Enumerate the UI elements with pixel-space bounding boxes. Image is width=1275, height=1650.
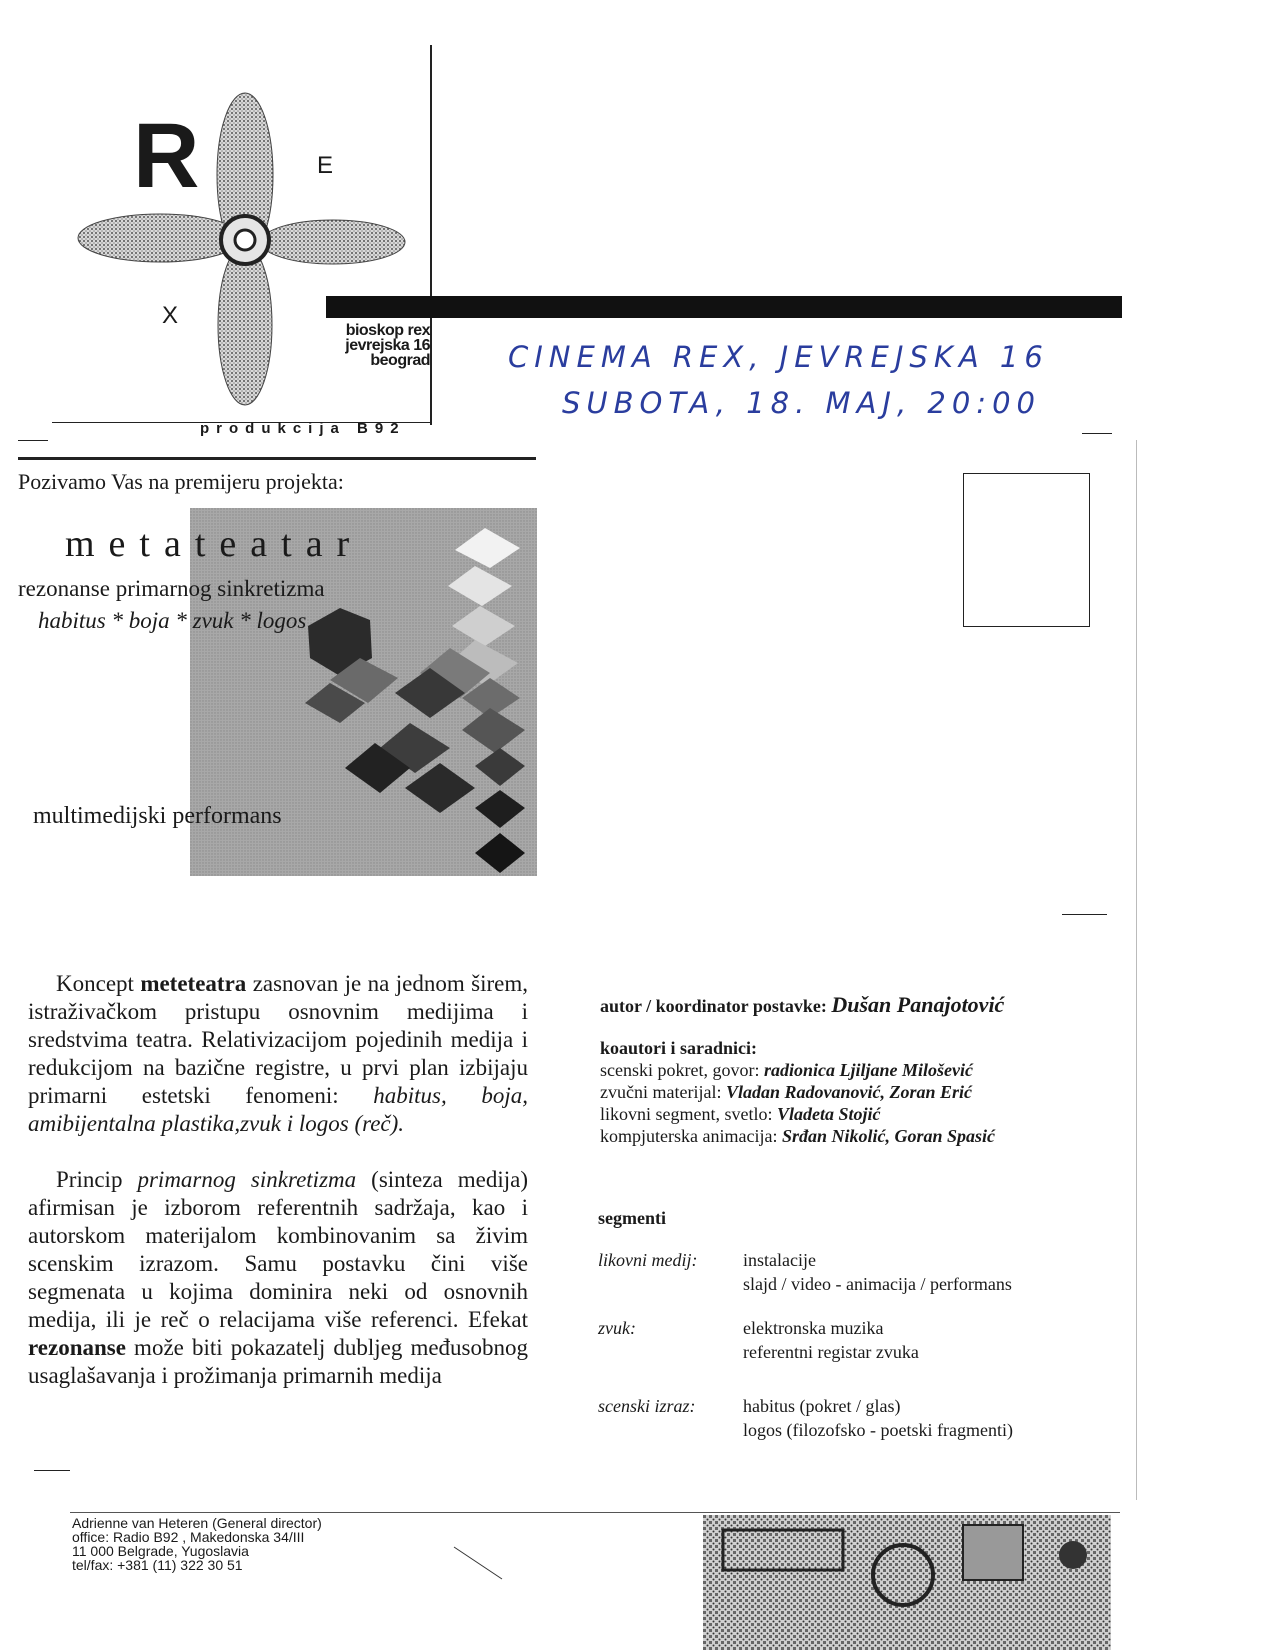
segment-row <box>598 1394 1118 1442</box>
margin-dash <box>34 1470 70 1471</box>
production-credit: produkcija B92 <box>200 420 406 437</box>
logo-letter-x: X <box>162 302 179 329</box>
coauthors-label: koautori i saradnici: <box>600 1038 758 1058</box>
credit-row <box>600 1125 1120 1147</box>
footer-line: Adrienne van Heteren (General director) <box>72 1515 322 1531</box>
credit-role: scenski pokret, govor: <box>600 1060 760 1080</box>
segment-value: referentni registar zvuka <box>743 1342 919 1362</box>
stamp-box <box>963 473 1090 627</box>
text-run: Princip <box>56 1167 138 1192</box>
invite-top-rule <box>18 457 536 460</box>
header-thick-bar <box>326 296 1122 318</box>
project-elements: habitus * boja * zvuk * logos <box>38 608 307 633</box>
credit-role: kompjuterska animacija: <box>600 1126 778 1146</box>
paragraph-principle <box>28 1166 528 1390</box>
margin-dash <box>1062 914 1107 915</box>
segment-values <box>743 1316 919 1364</box>
author-line <box>600 994 1120 1017</box>
footer-contact <box>72 1516 372 1572</box>
venue-address <box>300 323 430 368</box>
credit-row <box>600 1081 1120 1103</box>
paragraph-concept <box>28 970 528 1138</box>
logo-vertical-rule <box>430 45 432 425</box>
segment-value: slajd / video - animacija / performans <box>743 1274 1012 1294</box>
segment-value: elektronska muzika <box>743 1318 884 1338</box>
address-line: bioskop rex <box>345 322 430 339</box>
text-run: zasnovan je na jednom širem, istraživačkom pristupu osnovnim medijima i sredstvima teatra. Relativizacijom pojedinih medija i redukcijom na bazične registre, u prvi plan izbijaju primarni estetski fenomeni: <box>28 971 528 1108</box>
text-run: Koncept <box>56 971 141 996</box>
logo-letter-r: R <box>133 105 198 207</box>
footer-line: 11 000 Belgrade, Yugoslavia <box>72 1543 249 1559</box>
rex-logo <box>55 80 435 440</box>
invite-intro: Pozivamo Vas na premijeru projekta: <box>18 469 344 494</box>
segment-row <box>598 1316 1118 1364</box>
text-run: može biti pokazatelj dubljeg međusobnog usaglašavanja i prožimanja primarnih medija <box>28 1335 528 1388</box>
footer-rule <box>70 1512 1120 1513</box>
credit-role: likovni segment, svetlo: <box>600 1104 773 1124</box>
project-type: multimedijski performans <box>33 803 282 829</box>
logo-letter-e: E <box>317 152 334 179</box>
footer-line: tel/fax: +381 (11) 322 30 51 <box>72 1557 243 1573</box>
segment-value: habitus (pokret / glas) <box>743 1396 901 1416</box>
segment-value: instalacije <box>743 1250 816 1270</box>
text-run-italic: habitus, boja, amibijentalna plastika,zvuk i logos (reč). <box>28 1083 528 1136</box>
segment-label: likovni medij: <box>598 1250 698 1270</box>
segments-table <box>598 1248 1118 1442</box>
credit-role: zvučni materijal: <box>600 1082 722 1102</box>
segment-label: scenski izraz: <box>598 1396 696 1416</box>
footer-stroke-icon <box>452 1545 512 1585</box>
text-run-bold: meteteatra <box>140 971 247 996</box>
segment-label: zvuk: <box>598 1318 636 1338</box>
author-name: Dušan Panajotović <box>831 992 1005 1017</box>
credit-row <box>600 1059 1120 1081</box>
text-run: (sinteza medija) afirmisan je izborom referentnih sadržaja, kao i autorskom materijalom kombinovanim sa živim scenskim izrazom. Samu postavku čini više segmenata u kojima dominira neki od osnovnih medija, ili je reč o relacijama više referenci. Efekat <box>28 1167 528 1332</box>
segment-row <box>598 1248 1118 1296</box>
text-run-bold: rezonanse <box>28 1335 126 1360</box>
project-subtitle: rezonanse primarnog sinkretizma <box>18 576 325 601</box>
author-label: autor / koordinator postavke: <box>600 996 827 1016</box>
concept-description <box>28 970 528 1418</box>
handwritten-venue: CINEMA REX, JEVREJSKA 16 <box>508 340 1049 374</box>
project-title: metateatar <box>65 523 364 565</box>
address-line: jevrejska 16 <box>345 337 430 354</box>
margin-dash <box>1082 433 1112 434</box>
machinery-image-icon <box>703 1515 1111 1650</box>
credit-names: Vladan Radovanović, Zoran Erić <box>725 1082 972 1102</box>
credit-names: radionica Ljiljane Milošević <box>763 1060 973 1080</box>
propeller-icon <box>55 80 435 440</box>
segments-heading: segmenti <box>598 1208 666 1228</box>
credit-row <box>600 1103 1120 1125</box>
page-edge-line <box>1136 440 1137 1500</box>
handwritten-date: SUBOTA, 18. MAJ, 20:00 <box>562 386 1041 420</box>
address-line: beograd <box>370 352 430 369</box>
text-run-italic: primarnog sinkretizma <box>137 1167 357 1192</box>
segment-values <box>743 1248 1012 1296</box>
segment-value: logos (filozofsko - poetski fragmenti) <box>743 1420 1013 1440</box>
footer-line: office: Radio B92 , Makedonska 34/III <box>72 1529 305 1545</box>
segment-values <box>743 1394 1013 1442</box>
credits-block <box>600 994 1120 1147</box>
margin-dash <box>18 440 48 441</box>
credit-names: Vladeta Stojić <box>777 1104 881 1124</box>
footer-image <box>703 1515 1111 1650</box>
credit-names: Srđan Nikolić, Goran Spasić <box>781 1126 995 1146</box>
